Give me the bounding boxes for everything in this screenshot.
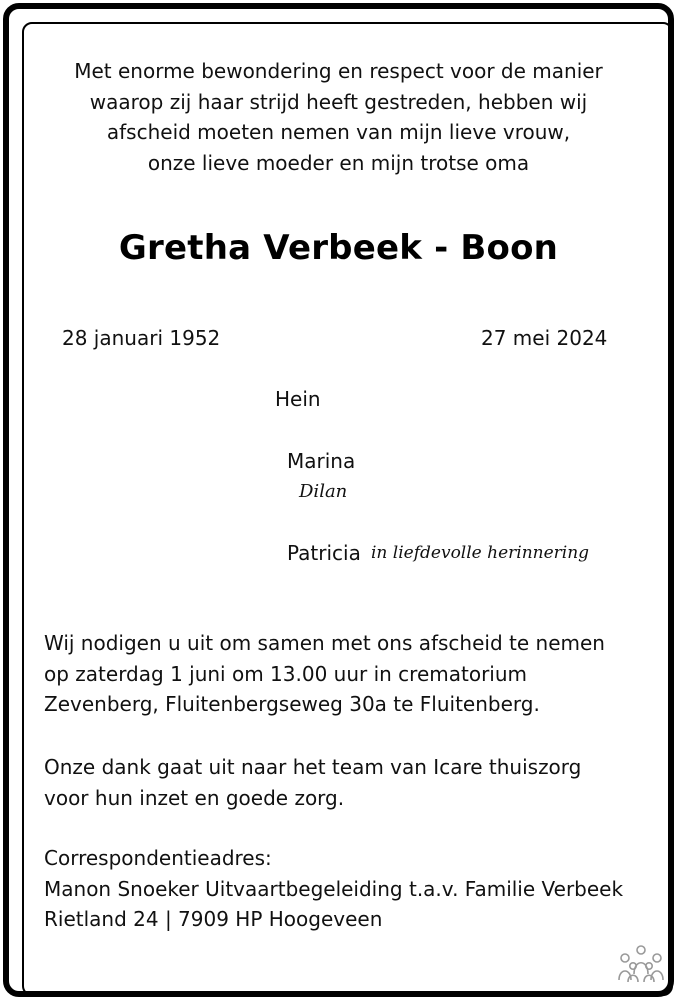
family-child-1: Marina <box>287 449 356 473</box>
family-child-1-partner: Dilan <box>299 481 348 502</box>
intro-line: afscheid moeten nemen van mijn lieve vrouw, <box>106 120 571 144</box>
thanks-line: Onze dank gaat uit naar het team van Icare thuiszorg <box>44 755 582 779</box>
intro-line: onze lieve moeder en mijn trotse oma <box>147 150 530 175</box>
people-group-icon <box>616 944 666 984</box>
family-partner: Hein <box>275 387 321 411</box>
correspondence-text <box>44 843 623 935</box>
birth-date: 28 januari 1952 <box>62 326 221 350</box>
invitation-line: op zaterdag 1 juni om 13.00 uur in crematorium <box>44 661 528 686</box>
family-child-2: Patricia <box>287 541 361 565</box>
invitation-text <box>44 628 605 720</box>
family-child-2-note: in liefdevolle herinnering <box>371 543 590 563</box>
invitation-line: Wij nodigen u uit om samen met ons afscheid te nemen <box>44 631 605 655</box>
death-date: 27 mei 2024 <box>481 326 608 350</box>
correspondence-line: Rietland 24 | 7909 HP Hoogeveen <box>44 907 383 931</box>
intro-line: waarop zij haar strijd heeft gestreden, hebben wij <box>89 89 588 114</box>
thanks-text <box>44 752 581 813</box>
intro-text <box>0 56 677 178</box>
correspondence-label: Correspondentieadres: <box>44 846 272 870</box>
thanks-line: voor hun inzet en goede zorg. <box>44 785 345 810</box>
deceased-name: Gretha Verbeek - Boon <box>118 228 559 268</box>
correspondence-line: Manon Snoeker Uitvaartbegeleiding t.a.v. Familie Verbeek <box>44 876 624 901</box>
invitation-line: Zevenberg, Fluitenbergseweg 30a te Fluitenberg. <box>44 692 540 716</box>
intro-line: Met enorme bewondering en respect voor de manier <box>74 59 603 83</box>
